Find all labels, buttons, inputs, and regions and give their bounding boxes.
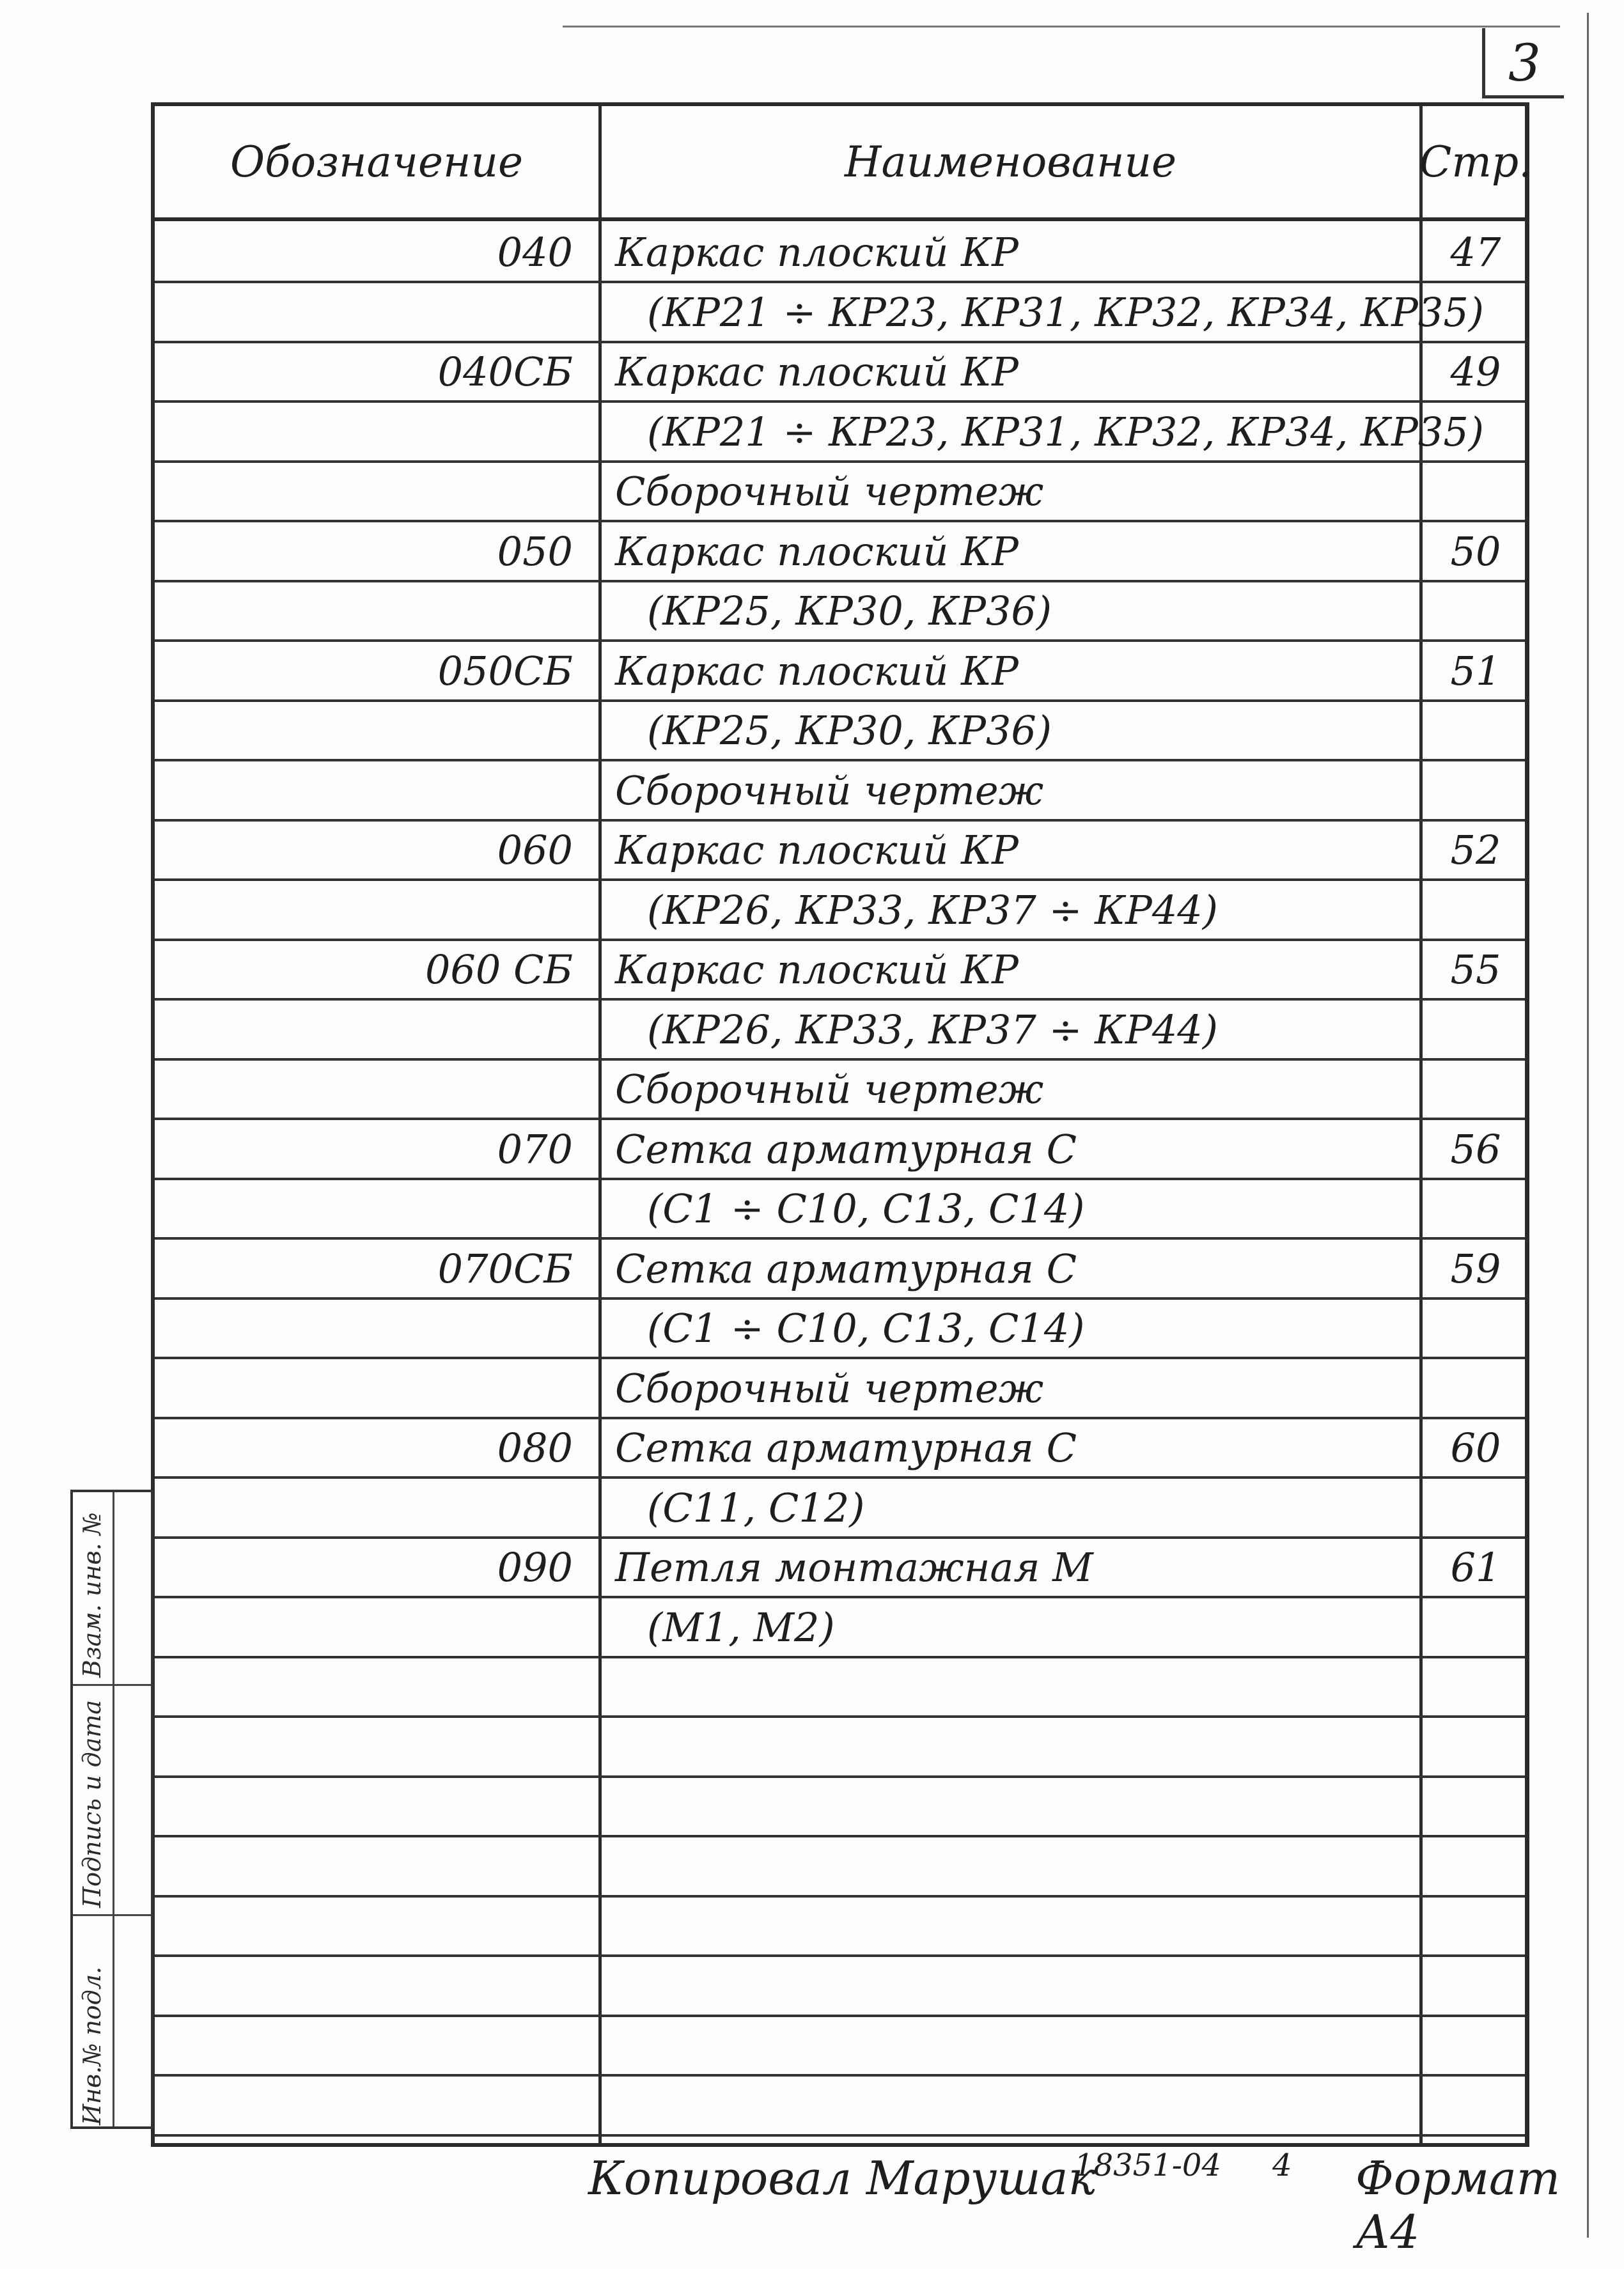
cell-page xyxy=(1423,699,1529,761)
cell-name: (КР26, КР33, КР37 ÷ КР44) xyxy=(647,1006,1218,1053)
cell-name xyxy=(615,1836,1417,1898)
cell-designation: 060 xyxy=(497,827,573,873)
cell-name xyxy=(615,2075,1417,2137)
cell-page: 49 xyxy=(1450,348,1501,395)
table-row xyxy=(155,699,1525,761)
cell-name: Петля монтажная М xyxy=(615,1544,1093,1591)
header-page: Стр. xyxy=(1419,137,1533,187)
cell-designation xyxy=(155,401,598,463)
table-row xyxy=(155,879,1525,941)
table-row xyxy=(155,1656,1525,1718)
specification-table xyxy=(151,102,1533,2147)
table-row xyxy=(155,1238,1525,1300)
cell-name: (КР26, КР33, КР37 ÷ КР44) xyxy=(647,886,1218,933)
cell-designation xyxy=(155,760,598,822)
table-row xyxy=(155,1417,1525,1479)
cell-name xyxy=(615,1716,1417,1778)
cell-page: 61 xyxy=(1450,1544,1501,1591)
cell-name: Сборочный чертеж xyxy=(615,1364,1044,1412)
cell-page xyxy=(1423,2075,1529,2137)
table-row xyxy=(155,1955,1525,2017)
cell-page: 50 xyxy=(1450,527,1501,575)
header-designation: Обозначение xyxy=(230,137,524,187)
table-row xyxy=(155,1895,1525,1957)
table-row xyxy=(155,520,1525,582)
row-rule xyxy=(155,2134,1525,2137)
cell-page xyxy=(1423,1836,1529,1898)
page-number: 3 xyxy=(1508,33,1541,93)
cell-name: Сетка арматурная С xyxy=(615,1424,1077,1471)
cell-designation: 090 xyxy=(497,1544,573,1591)
cell-designation xyxy=(155,460,598,522)
table-row xyxy=(155,1477,1525,1539)
cell-designation xyxy=(155,1955,598,2017)
cell-designation xyxy=(155,999,598,1061)
table-row xyxy=(155,1596,1525,1658)
cell-designation xyxy=(155,281,598,343)
cell-name: Каркас плоский КР xyxy=(615,946,1019,993)
cell-page xyxy=(1423,1357,1529,1419)
cell-name xyxy=(615,2015,1417,2077)
cell-name: Сетка арматурная С xyxy=(615,1245,1077,1292)
table-row xyxy=(155,819,1525,881)
table-row xyxy=(155,999,1525,1061)
cell-name xyxy=(615,1775,1417,1837)
cell-designation xyxy=(155,1297,598,1359)
table-row xyxy=(155,2015,1525,2077)
margin-stamp xyxy=(70,1490,153,2129)
table-row xyxy=(155,1297,1525,1359)
cell-name: (КР21 ÷ КР23, КР31, КР32, КР34, КР35) xyxy=(647,408,1484,455)
page-number-box xyxy=(1482,28,1564,98)
cell-name: (С1 ÷ С10, С13, С14) xyxy=(647,1185,1085,1232)
stamp-inv-no: Инв.№ подл. xyxy=(78,1966,106,2125)
cell-name: (КР25, КР30, КР36) xyxy=(647,588,1052,634)
cell-page xyxy=(1423,281,1529,343)
table-row xyxy=(155,401,1525,463)
table-row xyxy=(155,341,1525,403)
cell-name: Каркас плоский КР xyxy=(615,229,1019,276)
cell-page xyxy=(1423,460,1529,522)
cell-name: (КР21 ÷ КР23, КР31, КР32, КР34, КР35) xyxy=(647,288,1484,336)
cell-designation xyxy=(155,1357,598,1419)
cell-designation xyxy=(155,1836,598,1898)
cell-page xyxy=(1423,1297,1529,1359)
cell-designation: 040 xyxy=(497,229,573,276)
cell-page xyxy=(1423,1955,1529,2017)
cell-designation xyxy=(155,1656,598,1718)
table-row xyxy=(155,1716,1525,1778)
cell-designation xyxy=(155,699,598,761)
cell-page xyxy=(1423,760,1529,822)
cell-designation xyxy=(155,1596,598,1658)
cell-page: 51 xyxy=(1450,647,1501,694)
cell-page xyxy=(1423,2015,1529,2077)
cell-designation xyxy=(155,1895,598,1957)
table-row xyxy=(155,1118,1525,1180)
cell-name: Сборочный чертеж xyxy=(615,767,1044,814)
cell-designation: 050 xyxy=(497,527,573,575)
cell-designation: 070 xyxy=(497,1125,573,1173)
table-row xyxy=(155,1536,1525,1598)
scan-top-line xyxy=(563,26,1560,27)
footer-sheet-number: 4 xyxy=(1272,2148,1292,2183)
cell-page xyxy=(1423,1895,1529,1957)
cell-name: Каркас плоский КР xyxy=(615,527,1019,575)
cell-page: 52 xyxy=(1450,827,1501,873)
cell-name: (С1 ÷ С10, С13, С14) xyxy=(647,1305,1085,1352)
stamp-divider xyxy=(113,1492,114,2126)
cell-designation: 070СБ xyxy=(437,1245,573,1292)
table-row xyxy=(155,281,1525,343)
cell-page xyxy=(1423,1178,1529,1240)
table-row xyxy=(155,939,1525,1001)
footer xyxy=(575,2145,1573,2259)
cell-name xyxy=(615,1895,1417,1957)
cell-page xyxy=(1423,1596,1529,1658)
cell-designation: 050СБ xyxy=(437,647,573,694)
cell-designation xyxy=(155,1775,598,1837)
footer-doc-number: 18351-04 xyxy=(1074,2148,1221,2183)
table-row xyxy=(155,1178,1525,1240)
cell-name: (КР25, КР30, КР36) xyxy=(647,707,1052,754)
cell-name: Каркас плоский КР xyxy=(615,647,1019,694)
table-row xyxy=(155,1775,1525,1837)
cell-designation xyxy=(155,2015,598,2077)
cell-name: Сетка арматурная С xyxy=(615,1125,1077,1173)
cell-designation xyxy=(155,1477,598,1539)
cell-designation xyxy=(155,580,598,642)
table-row xyxy=(155,580,1525,642)
cell-name: (М1, М2) xyxy=(647,1603,835,1651)
cell-page xyxy=(1423,1775,1529,1837)
cell-name xyxy=(615,1656,1417,1718)
cell-page xyxy=(1423,1656,1529,1718)
cell-page xyxy=(1423,1477,1529,1539)
header-name: Наименование xyxy=(844,137,1177,187)
cell-page xyxy=(1423,580,1529,642)
cell-name: (С11, С12) xyxy=(647,1484,865,1531)
table-row xyxy=(155,1058,1525,1120)
table-row xyxy=(155,2075,1525,2137)
cell-page: 56 xyxy=(1450,1125,1501,1173)
table-row xyxy=(155,640,1525,702)
cell-page: 59 xyxy=(1450,1245,1501,1292)
cell-name: Каркас плоский КР xyxy=(615,348,1019,395)
stamp-divider xyxy=(73,1684,151,1686)
cell-designation xyxy=(155,2075,598,2137)
cell-page: 47 xyxy=(1450,229,1501,276)
table-row xyxy=(155,760,1525,822)
cell-name xyxy=(615,1955,1417,2017)
cell-designation xyxy=(155,879,598,941)
footer-format: Формат А4 xyxy=(1355,2151,1561,2259)
table-row xyxy=(155,221,1525,283)
cell-designation xyxy=(155,1058,598,1120)
table-row xyxy=(155,1836,1525,1898)
cell-designation: 080 xyxy=(497,1424,573,1471)
cell-designation xyxy=(155,1178,598,1240)
scan-edge-line xyxy=(1587,13,1589,2238)
cell-page xyxy=(1423,401,1529,463)
footer-copied-by: Копировал Марушак xyxy=(588,2151,1096,2205)
cell-name: Каркас плоский КР xyxy=(615,827,1019,873)
cell-page xyxy=(1423,999,1529,1061)
cell-page xyxy=(1423,1716,1529,1778)
cell-page: 60 xyxy=(1450,1424,1501,1471)
cell-designation xyxy=(155,1716,598,1778)
table-row xyxy=(155,460,1525,522)
cell-designation: 040СБ xyxy=(437,348,573,395)
cell-designation: 060 СБ xyxy=(425,946,573,993)
stamp-signature-date: Подпись и дата xyxy=(78,1699,106,1908)
stamp-replaced-inv: Взам. инв. № xyxy=(78,1512,106,1678)
table-row xyxy=(155,1357,1525,1419)
cell-name: Сборочный чертеж xyxy=(615,468,1044,515)
cell-page: 55 xyxy=(1450,946,1501,993)
cell-page xyxy=(1423,879,1529,941)
stamp-divider xyxy=(73,1914,151,1916)
cell-name: Сборочный чертеж xyxy=(615,1066,1044,1112)
cell-page xyxy=(1423,1058,1529,1120)
